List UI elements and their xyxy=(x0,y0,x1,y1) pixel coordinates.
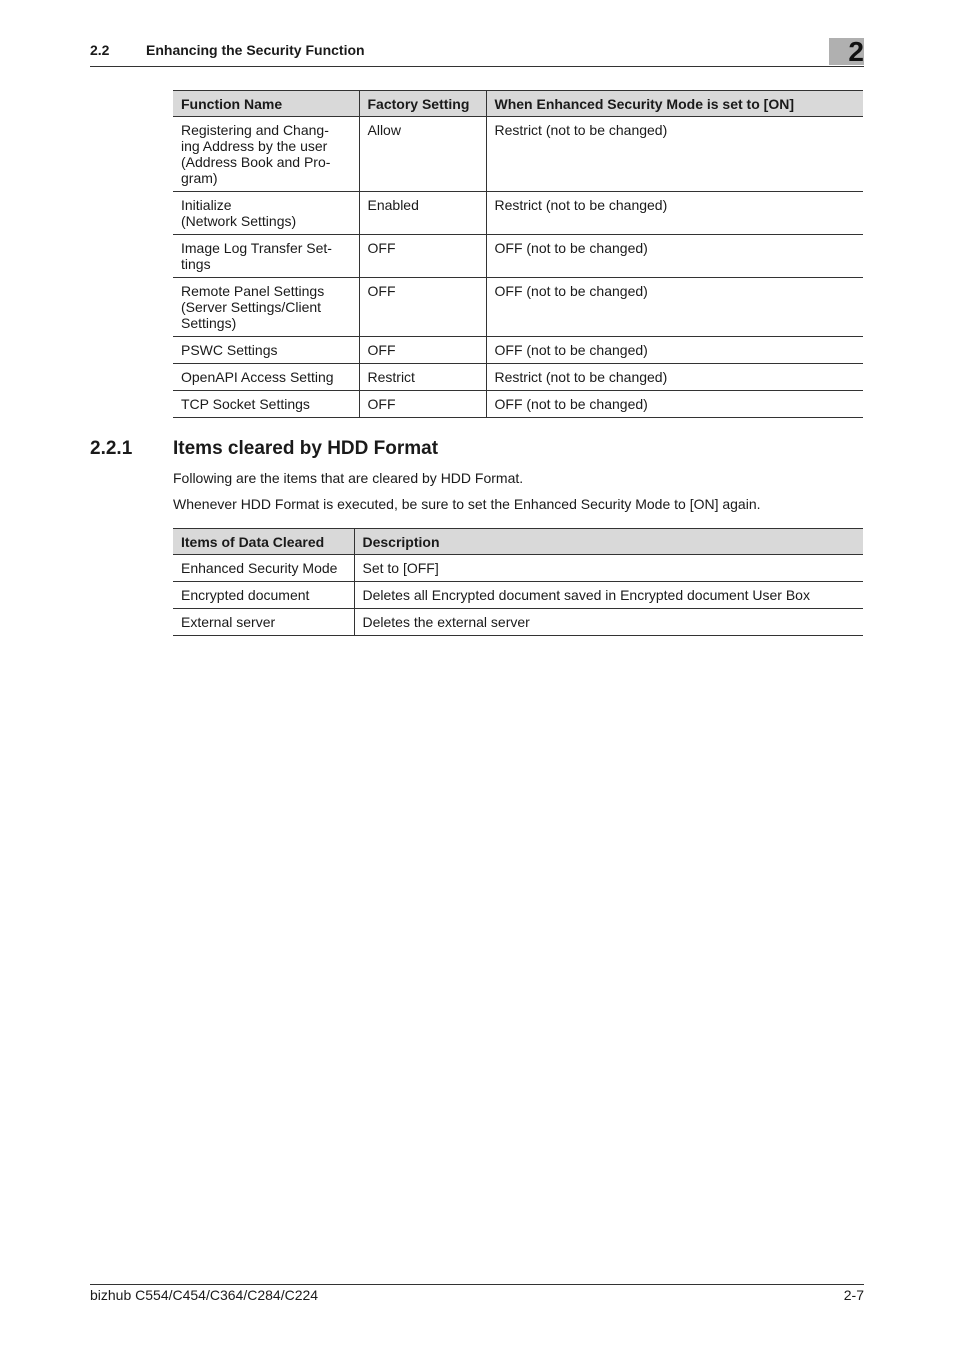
table-row xyxy=(173,337,863,364)
function-name-cell: Initialize (Network Settings) xyxy=(173,192,359,235)
header-section-number: 2.2 xyxy=(90,42,110,58)
factory-setting-cell: OFF xyxy=(359,278,486,337)
section-number: 2.2.1 xyxy=(90,438,133,459)
enhanced-mode-cell: OFF (not to be changed) xyxy=(486,391,863,418)
table-header-row xyxy=(173,529,863,555)
description-cell: Set to [OFF] xyxy=(354,555,863,582)
column-header-description: Description xyxy=(354,529,863,555)
table-header-row xyxy=(173,91,863,117)
factory-setting-cell: OFF xyxy=(359,391,486,418)
item-cell: Enhanced Security Mode xyxy=(173,555,354,582)
table-row xyxy=(173,192,863,235)
description-cell: Deletes all Encrypted document saved in Encrypted document User Box xyxy=(354,582,863,609)
item-cell: External server xyxy=(173,609,354,636)
function-name-cell: OpenAPI Access Setting xyxy=(173,364,359,391)
table-row xyxy=(173,117,863,192)
table-row xyxy=(173,278,863,337)
function-name-cell: Remote Panel Settings (Server Settings/Client Settings) xyxy=(173,278,359,337)
chapter-tab xyxy=(829,38,864,65)
factory-setting-cell: OFF xyxy=(359,235,486,278)
function-name-cell: Image Log Transfer Set- tings xyxy=(173,235,359,278)
column-header-function-name: Function Name xyxy=(173,91,359,117)
factory-setting-cell: OFF xyxy=(359,337,486,364)
factory-setting-cell: Allow xyxy=(359,117,486,192)
factory-setting-cell: Restrict xyxy=(359,364,486,391)
reminder-paragraph: Whenever HDD Format is executed, be sure to set the Enhanced Security Mode to [ON] again. xyxy=(173,496,761,512)
column-header-enhanced-mode: When Enhanced Security Mode is set to [ON] xyxy=(486,91,863,117)
footer-page-number: 2-7 xyxy=(843,1287,864,1303)
function-name-cell: PSWC Settings xyxy=(173,337,359,364)
function-settings-table xyxy=(173,90,863,418)
chapter-number: 2 xyxy=(848,36,864,67)
enhanced-mode-cell: Restrict (not to be changed) xyxy=(486,117,863,192)
enhanced-mode-cell: OFF (not to be changed) xyxy=(486,278,863,337)
enhanced-mode-cell: OFF (not to be changed) xyxy=(486,337,863,364)
table-row xyxy=(173,609,863,636)
table-row xyxy=(173,582,863,609)
item-cell: Encrypted document xyxy=(173,582,354,609)
enhanced-mode-cell: OFF (not to be changed) xyxy=(486,235,863,278)
cleared-items-table xyxy=(173,528,863,636)
table-row xyxy=(173,235,863,278)
table-row xyxy=(173,391,863,418)
enhanced-mode-cell: Restrict (not to be changed) xyxy=(486,192,863,235)
column-header-factory-setting: Factory Setting xyxy=(359,91,486,117)
description-cell: Deletes the external server xyxy=(354,609,863,636)
table-row xyxy=(173,364,863,391)
enhanced-mode-cell: Restrict (not to be changed) xyxy=(486,364,863,391)
section-title: Items cleared by HDD Format xyxy=(173,438,439,459)
column-header-items: Items of Data Cleared xyxy=(173,529,354,555)
table-row xyxy=(173,555,863,582)
footer-model: bizhub C554/C454/C364/C284/C224 xyxy=(90,1287,319,1303)
factory-setting-cell: Enabled xyxy=(359,192,486,235)
header-section-title: Enhancing the Security Function xyxy=(146,42,365,58)
function-name-cell: Registering and Chang- ing Address by the user (Address Book and Pro- gram) xyxy=(173,117,359,192)
page-footer xyxy=(90,1284,864,1309)
intro-paragraph: Following are the items that are cleared by HDD Format. xyxy=(173,470,524,486)
page-header xyxy=(90,38,864,67)
function-name-cell: TCP Socket Settings xyxy=(173,391,359,418)
